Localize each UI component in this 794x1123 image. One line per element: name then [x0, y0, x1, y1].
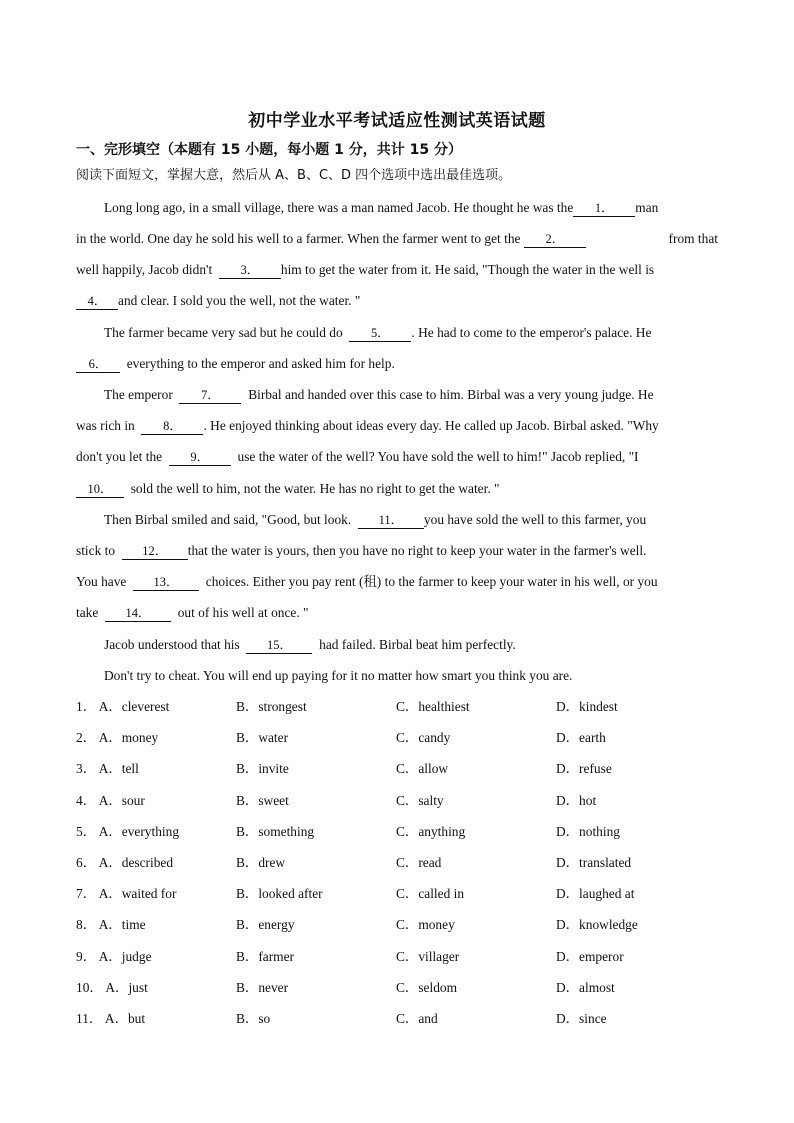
passage-line: in the world. One day he sold his well to a farmer. When the farmer went to get the 2． from that: [76, 231, 718, 246]
question-number: 3．: [76, 761, 97, 777]
passage-line: Jacob understood that his 15． had failed. Birbal beat him perfectly.: [104, 637, 516, 652]
option-c[interactable]: C．money: [396, 917, 455, 933]
option-d[interactable]: D．refuse: [556, 761, 612, 777]
option-c[interactable]: C．called in: [396, 886, 465, 902]
option-a[interactable]: A．judge: [98, 948, 152, 964]
passage-line: You have 13． choices. Either you pay rent (租) to the farmer to keep your water in his well, or you: [76, 574, 658, 589]
passage-line: was rich in 8． . He enjoyed thinking about ideas every day. He called up Jacob. Birbal asked. "Why: [76, 418, 659, 433]
question-number: 9．: [76, 948, 97, 964]
option-b[interactable]: B．sweet: [236, 792, 289, 808]
option-c[interactable]: C．seldom: [396, 979, 458, 995]
instruction-text: 阅读下面短文，掌握大意，然后从 A、B、C、D 四个选项中选出最佳选项。: [76, 168, 512, 183]
question-number-and-option-a: [76, 948, 152, 966]
passage-line: The emperor 7． Birbal and handed over this case to him. Birbal was a very young judge. He: [104, 387, 654, 402]
option-c[interactable]: C．anything: [396, 823, 466, 839]
question-number: 6．: [76, 855, 97, 870]
option-b[interactable]: B．energy: [236, 917, 295, 933]
blank-1: 1．: [573, 200, 635, 217]
question-number: 5．: [76, 823, 97, 839]
option-a[interactable]: A．waited for: [98, 886, 177, 902]
option-c[interactable]: C．and: [396, 1011, 438, 1026]
option-d[interactable]: D．almost: [556, 979, 615, 995]
option-d[interactable]: D．hot: [556, 792, 597, 808]
question-number: 11．: [76, 1011, 103, 1026]
option-b[interactable]: B．looked after: [236, 886, 323, 902]
option-a[interactable]: A．just: [105, 979, 148, 995]
passage-line: don't you let the 9． use the water of the well? You have sold the well to him!" Jacob replied, "I: [76, 449, 639, 464]
option-a[interactable]: A．time: [98, 917, 146, 933]
option-c[interactable]: C．salty: [396, 792, 444, 808]
passage-line: Don't try to cheat. You will end up paying for it no matter how smart you think you are.: [104, 668, 573, 683]
option-b[interactable]: B．never: [236, 979, 289, 995]
question-number-and-option-a: [76, 885, 176, 903]
option-c[interactable]: C．villager: [396, 948, 460, 964]
option-a[interactable]: A．everything: [98, 823, 180, 839]
passage-line: 10． sold the well to him, not the water. He has no right to get the water. ": [76, 480, 718, 498]
option-b[interactable]: B．so: [236, 1011, 271, 1026]
blank-4: 4．: [76, 293, 118, 310]
option-a[interactable]: A．cleverest: [98, 699, 170, 714]
option-a[interactable]: A．but: [104, 1011, 146, 1026]
question-number-and-option-a: [76, 854, 173, 872]
option-d[interactable]: D．since: [556, 1011, 607, 1026]
question-number-and-option-a: [76, 979, 148, 997]
blank-12: 12．: [122, 543, 188, 560]
option-b[interactable]: B．water: [236, 730, 289, 746]
option-c[interactable]: C．candy: [396, 730, 451, 746]
page-title: 初中学业水平考试适应性测试英语试题: [248, 111, 546, 131]
option-d[interactable]: D．translated: [556, 855, 632, 870]
question-number-and-option-a: [76, 823, 179, 841]
blank-8: 8．: [141, 418, 203, 435]
question-number: 10．: [76, 979, 103, 995]
option-a[interactable]: A．money: [98, 730, 159, 746]
blank-6: 6．: [76, 356, 120, 373]
option-d[interactable]: D．laughed at: [556, 886, 635, 902]
question-number-and-option-a: [76, 698, 169, 716]
question-number: 7．: [76, 886, 97, 902]
blank-14: 14．: [105, 605, 171, 622]
question-number-and-option-a: [76, 792, 145, 810]
passage-line: well happily, Jacob didn't 3． him to get the water from it. He said, "Though the water in the well is: [76, 262, 655, 277]
blank-9: 9．: [169, 449, 231, 466]
question-number-and-option-a: [76, 916, 146, 934]
blank-7: 7．: [179, 387, 241, 404]
passage-line: take 14． out of his well at once. ": [76, 605, 309, 620]
blank-5: 5．: [349, 325, 411, 342]
blank-13: 13．: [133, 574, 199, 591]
option-b[interactable]: B．something: [236, 823, 315, 839]
option-b[interactable]: B．strongest: [236, 699, 307, 714]
option-c[interactable]: C．allow: [396, 761, 449, 777]
option-d[interactable]: D．emperor: [556, 948, 624, 964]
question-number-and-option-a: [76, 1010, 145, 1028]
question-number: 4．: [76, 792, 97, 808]
option-c[interactable]: C．read: [396, 855, 442, 870]
blank-15: 15．: [246, 637, 312, 654]
option-d[interactable]: D．earth: [556, 730, 606, 746]
passage-line: 6． everything to the emperor and asked him for help.: [76, 355, 718, 373]
option-d[interactable]: D．nothing: [556, 823, 620, 839]
question-number: 2．: [76, 730, 97, 746]
passage-line: Then Birbal smiled and said, "Good, but look. 11． you have sold the well to this farmer, you: [104, 512, 647, 527]
passage-line: Long long ago, in a small village, there was a man named Jacob. He thought he was the 1． man: [104, 200, 659, 215]
option-a[interactable]: A．described: [98, 855, 174, 870]
option-b[interactable]: B．farmer: [236, 948, 295, 964]
blank-11: 11．: [358, 512, 424, 529]
question-number-and-option-a: [76, 760, 139, 778]
blank-2: 2．: [524, 231, 586, 248]
passage-line: The farmer became very sad but he could do 5． . He had to come to the emperor's palace. He: [104, 325, 652, 340]
option-d[interactable]: D．kindest: [556, 699, 618, 714]
section-heading: 一、完形填空（本题有 15 小题，每小题 1 分，共计 15 分）: [76, 142, 462, 158]
option-a[interactable]: A．tell: [98, 761, 139, 777]
question-number: 8．: [76, 917, 97, 933]
passage-line: 4． and clear. I sold you the well, not the water. ": [76, 292, 718, 310]
question-number: 1．: [76, 699, 97, 714]
option-b[interactable]: B．drew: [236, 855, 286, 870]
blank-3: 3．: [219, 262, 281, 279]
option-d[interactable]: D．knowledge: [556, 917, 638, 933]
option-a[interactable]: A．sour: [98, 792, 145, 808]
question-number-and-option-a: [76, 729, 158, 747]
passage-line: stick to 12． that the water is yours, then you have no right to keep your water in the farmer's well.: [76, 543, 647, 558]
blank-10: 10．: [76, 481, 124, 498]
option-b[interactable]: B．invite: [236, 761, 289, 777]
option-c[interactable]: C．healthiest: [396, 699, 470, 714]
